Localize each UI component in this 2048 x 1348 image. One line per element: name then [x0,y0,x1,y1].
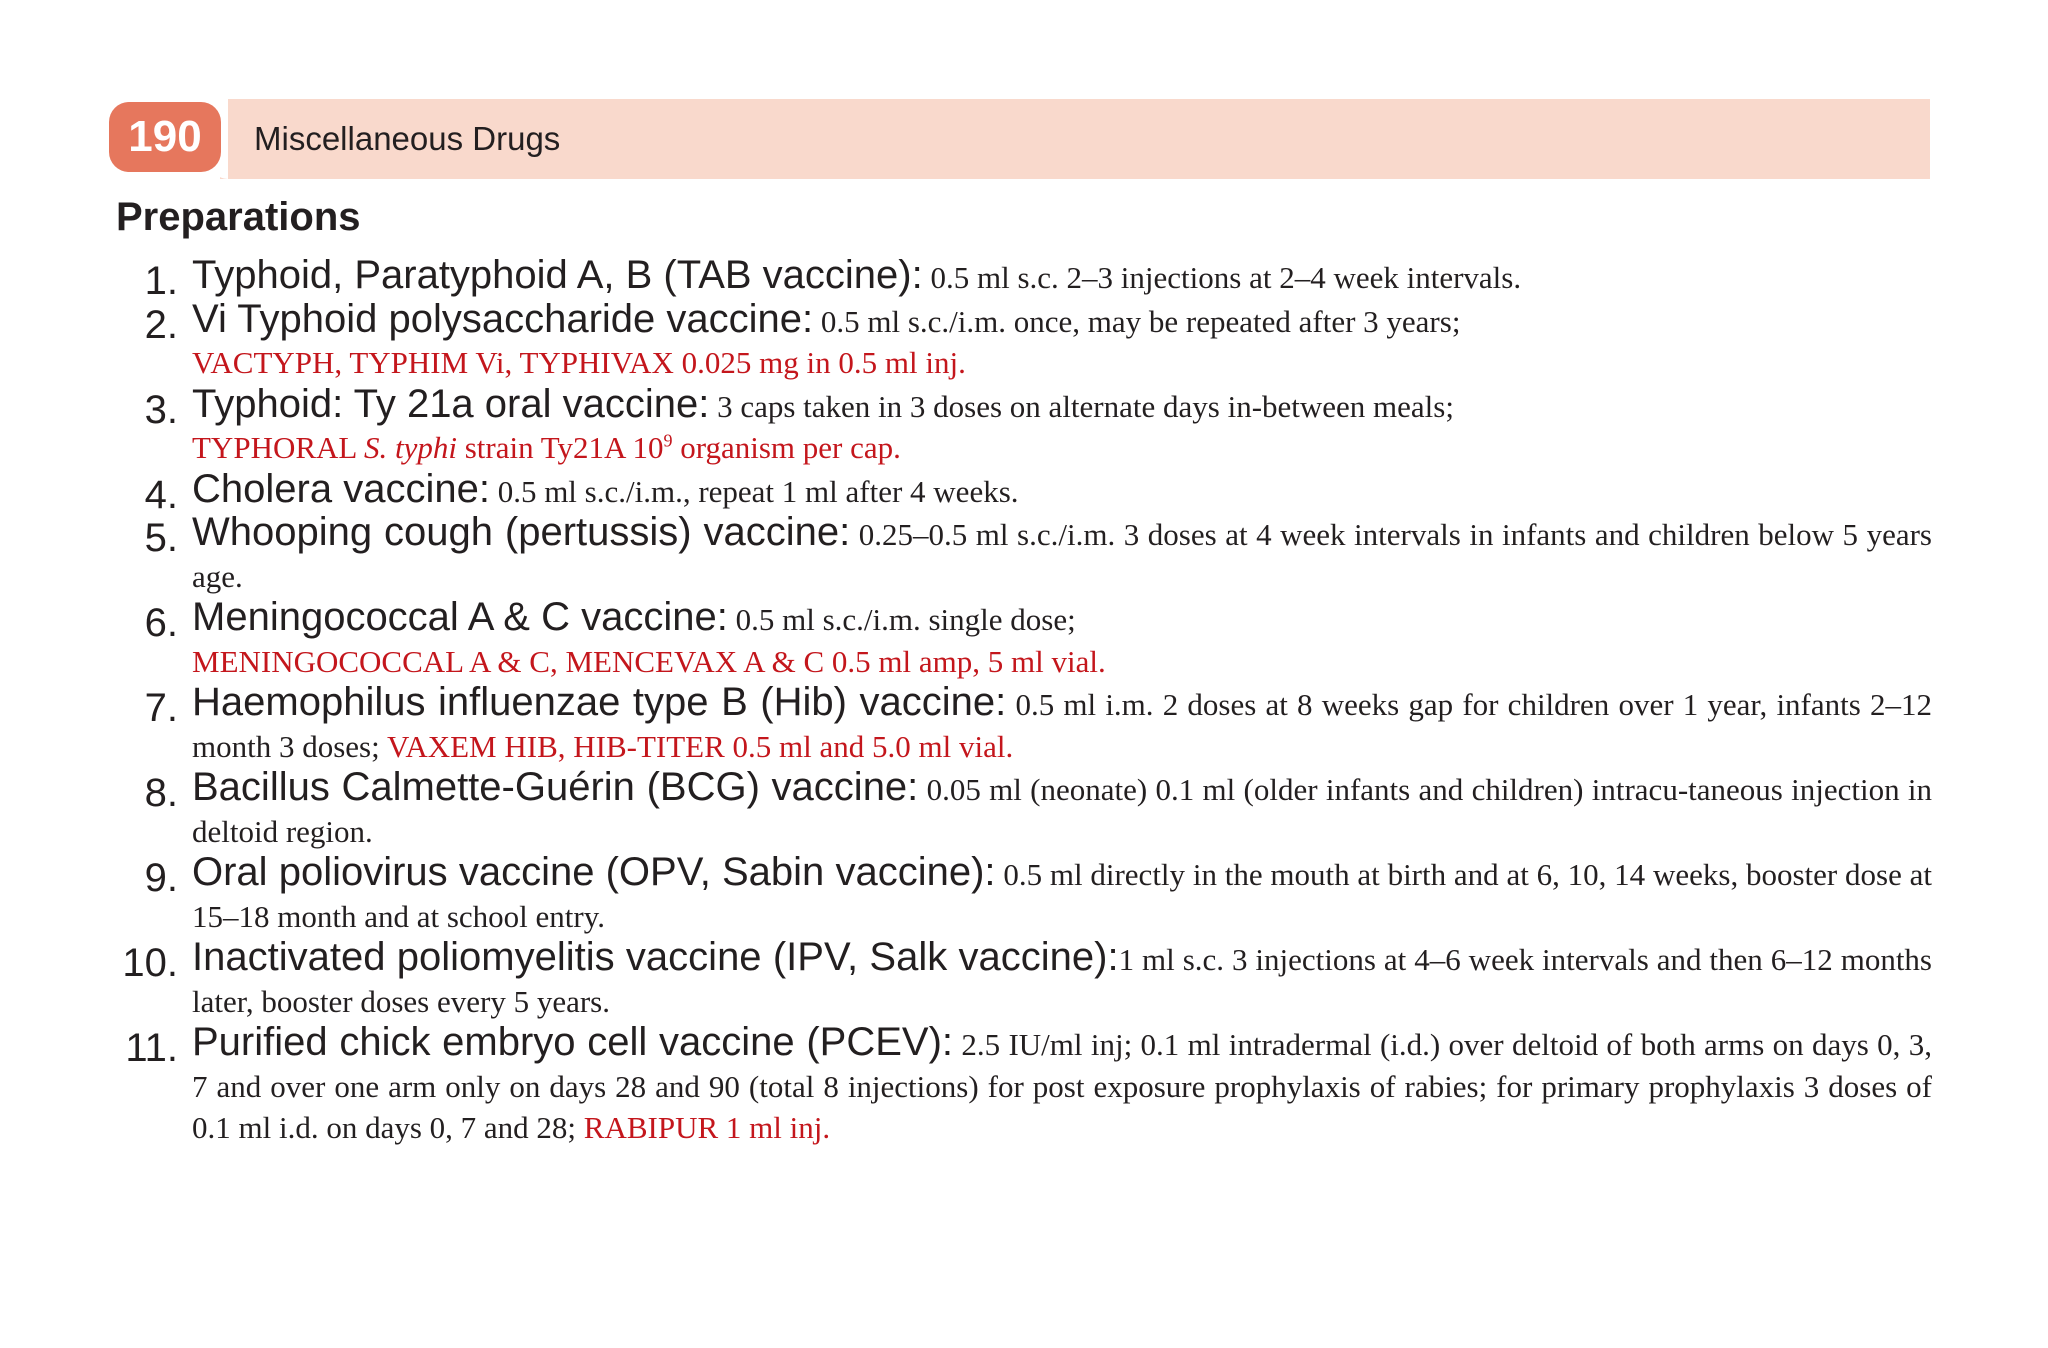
list-item [112,296,1932,384]
brand-names: MENINGOCOCCAL A & C, MENCEVAX A & C 0.5 ml amp, 5 ml vial. [192,643,1106,679]
item-body [192,682,1932,767]
item-number: 1. [144,259,178,303]
item-text: 0.5 ml s.c./i.m. once, may be repeated after 3 years; [820,303,1461,339]
item-body [192,381,1932,469]
item-text: 0.5 ml s.c./i.m., repeat 1 ml after 4 weeks. [497,473,1019,509]
item-title: Typhoid: Ty 21a oral vaccine: [192,381,710,426]
item-body [192,512,1932,597]
item-body [192,466,1932,513]
preparations-list [112,255,1932,1149]
item-number: 3. [144,387,178,432]
running-head: Miscellaneous Drugs [254,120,561,157]
item-number: 2. [144,302,178,347]
brand-names: RABIPUR 1 ml inj. [583,1110,831,1145]
item-body [192,1022,1932,1149]
brand-name-part: strain Ty21A 10 [456,430,664,465]
item-text: 0.5 ml s.c. 2–3 injections at 2–4 week intervals. [930,260,1522,295]
item-title: Vi Typhoid polysaccharide vaccine: [192,296,814,341]
list-item [112,1022,1932,1149]
item-text: 0.5 ml s.c./i.m. single dose; [735,602,1076,637]
page-number-badge: 190 [109,102,221,172]
brand-names [192,430,901,465]
item-number: 11. [125,1026,178,1070]
item-text: 0.5 ml i.m. 2 doses at 8 weeks gap for children over 1 year, infants 2–12 month 3 doses; [192,687,1933,764]
item-title: Oral poliovirus vaccine (OPV, Sabin vaccine): [192,850,996,894]
item-title: Typhoid, Paratyphoid A, B (TAB vaccine): [192,253,923,297]
brand-names: VAXEM HIB, HIB-TITER 0.5 ml and 5.0 ml vial. [386,728,1014,764]
item-number: 8. [144,771,178,815]
item-body [192,296,1932,384]
item-text: 0.5 ml directly in the mouth at birth and at 6, 10, 14 weeks, booster dose at 15–18 month and at school entry. [192,857,1933,934]
brand-name-part: organism per cap. [672,430,901,465]
item-number: 7. [144,686,178,730]
list-item [112,512,1932,597]
item-title: Inactivated poliomyelitis vaccine (IPV, Salk vaccine): [192,935,1119,979]
list-item [112,682,1932,767]
item-title: Cholera vaccine: [192,466,490,511]
item-body [192,597,1932,682]
item-body [192,937,1932,1022]
item-title: Haemophilus influenzae type B (Hib) vaccine: [192,680,1007,724]
brand-name-part: TYPHORAL [192,430,364,465]
organism-name: S. typhi [363,430,457,465]
item-number: 6. [144,601,178,645]
list-item [112,253,1932,303]
section-title: Preparations [116,195,361,239]
list-item [112,937,1932,1022]
item-text: 1 ml s.c. 3 injections at 4–6 week intervals and then 6–12 months later, booster doses every 5 years. [192,942,1932,1019]
item-text: 3 caps taken in 3 doses on alternate days in-between meals; [717,388,1454,424]
item-number: 5. [144,516,178,560]
item-body [192,255,1932,299]
item-number: 4. [144,472,178,517]
item-text: 0.25–0.5 ml s.c./i.m. 3 doses at 4 week intervals in infants and children below 5 years age. [192,517,1932,594]
list-item [112,466,1932,517]
item-text: 2.5 IU/ml inj; 0.1 ml intradermal (i.d.) over deltoid of both arms on days 0, 3, 7 and over one arm only on days 28 and 90 (total 8 injections) for post exposure prophylaxis of rabies; for primary prophylaxis 3 doses of 0.1 ml i.d. on days 0, 7 and 28; [192,1027,1933,1145]
item-body [192,767,1932,852]
item-number: 10. [122,941,178,985]
item-title: Whooping cough (pertussis) vaccine: [192,510,851,554]
item-number: 9. [144,856,178,900]
list-item [112,852,1932,937]
item-title: Meningococcal A & C vaccine: [192,595,728,639]
list-item [112,597,1932,682]
item-title: Bacillus Calmette-Guérin (BCG) vaccine: [192,765,919,809]
item-title: Purified chick embryo cell vaccine (PCEV): [192,1020,954,1064]
list-item [112,381,1932,469]
exponent: 9 [663,430,673,451]
item-body [192,852,1932,937]
list-item [112,767,1932,852]
item-text: 0.05 ml (neonate) 0.1 ml (older infants and children) intracu-taneous injection in deltoid region. [192,772,1932,849]
brand-names: VACTYPH, TYPHIM Vi, TYPHIVAX 0.025 mg in 0.5 ml inj. [192,345,966,380]
